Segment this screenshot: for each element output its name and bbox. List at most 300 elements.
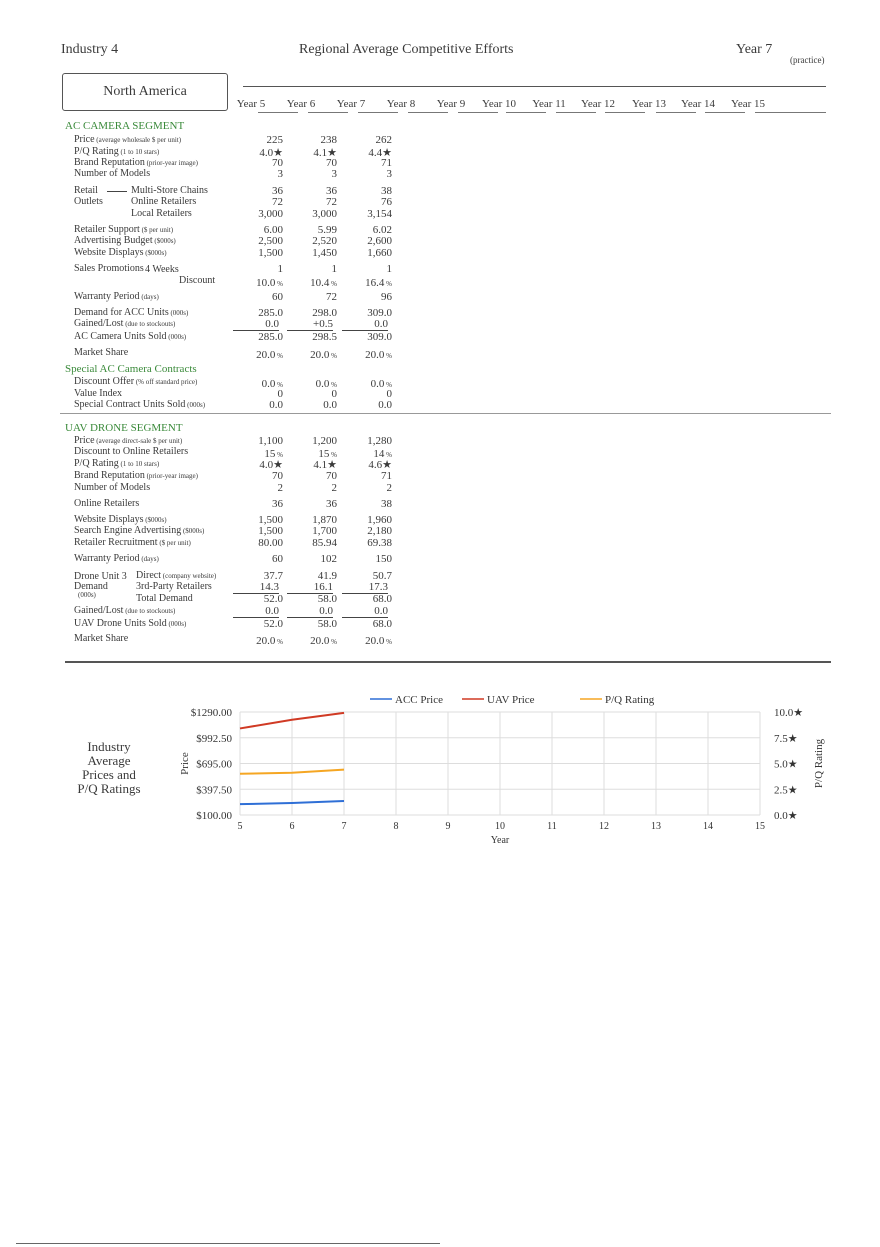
cell-value: 60	[272, 553, 283, 565]
special-row-label	[74, 376, 197, 387]
cell-value: 37.7	[263, 570, 283, 582]
cell-value: 0	[386, 388, 392, 400]
row-label-sub: (due to stockouts)	[123, 607, 176, 615]
cell-value: 4.1★	[313, 147, 337, 159]
year-underline	[408, 112, 448, 113]
cell-value: 0.0	[315, 378, 330, 390]
row-label-text: Price	[74, 134, 95, 145]
cell-value: 70	[272, 470, 283, 482]
cell-value: 4.0★	[259, 147, 283, 159]
uav-value-cell	[233, 525, 283, 537]
cell-value: 17.3	[368, 581, 388, 593]
year-column-header: Year 14	[680, 98, 716, 110]
uav-value-cell	[287, 618, 337, 630]
cell-value: 0	[277, 388, 283, 400]
row-label-text: Sales Promotions	[74, 263, 144, 274]
uav-value-cell	[287, 482, 337, 494]
cell-value: 58.0	[317, 618, 337, 630]
uav-value-cell	[287, 470, 337, 482]
row-label-text: Number of Models	[74, 482, 151, 493]
acc-value-cell	[287, 349, 337, 361]
acc-row-label	[74, 331, 186, 342]
row-label-sub: (1 to 10 stars)	[118, 148, 160, 156]
acc-value-cell	[342, 134, 392, 146]
cell-value: 68.0	[372, 593, 392, 605]
cell-value: 2	[331, 482, 337, 494]
row-label-sub: (prior-year image)	[144, 159, 198, 167]
percent-sign: %	[329, 280, 337, 288]
cell-value: 36	[272, 185, 283, 197]
percent-sign: %	[384, 381, 392, 389]
year-underline	[458, 112, 498, 113]
row-label-sub: (000s)	[166, 333, 187, 341]
percent-sign: %	[384, 352, 392, 360]
retail-outlets-label-2: Outlets	[74, 196, 103, 207]
percent-sign: %	[275, 280, 283, 288]
cell-value: 96	[381, 291, 392, 303]
acc-value-cell	[287, 235, 337, 247]
cell-value: 1	[277, 263, 283, 275]
row-label-sub: (000s)	[166, 620, 187, 628]
cell-value: 4.6★	[368, 459, 392, 471]
cell-value: 50.7	[372, 570, 392, 582]
row-label-sub: (average direct-sale $ per unit)	[94, 437, 183, 445]
cell-value: 10.0	[256, 277, 276, 289]
row-label-sub: (days)	[139, 555, 159, 563]
uav-value-cell	[342, 482, 392, 494]
cell-value: 3	[331, 168, 337, 180]
row-label-sub: ($000s)	[181, 527, 205, 535]
row-label-sub: ($ per unit)	[139, 226, 174, 234]
year-underline	[258, 112, 298, 113]
legend-label: UAV Price	[487, 694, 535, 706]
year-column-header: Year 10	[481, 98, 517, 110]
cell-value: 36	[272, 498, 283, 510]
row-label-text: Website Displays	[74, 514, 144, 525]
uav-row-label	[74, 633, 128, 644]
acc-value-cell	[287, 247, 337, 259]
cell-value: 3,000	[312, 208, 337, 220]
cell-value: 0.0	[323, 399, 337, 411]
row-label-text: Multi-Store Chains	[131, 185, 208, 196]
cell-value: 38	[381, 498, 392, 510]
row-label-text: Gained/Lost	[74, 318, 124, 329]
y-tick-label: $100.00	[196, 810, 232, 822]
uav-row-label	[136, 581, 212, 592]
y2-tick-label: 7.5★	[774, 732, 798, 745]
year-underline	[308, 112, 348, 113]
acc-value-cell	[287, 277, 337, 289]
row-label-text: Discount	[179, 275, 216, 286]
uav-value-cell	[233, 553, 283, 565]
row-label-sub: (% off standard price)	[134, 378, 198, 386]
cell-value: 20.0	[310, 349, 330, 361]
cell-value: 0.0	[269, 399, 283, 411]
percent-sign: %	[275, 352, 283, 360]
cell-value: 1,500	[258, 247, 283, 259]
cell-value: 52.0	[263, 593, 283, 605]
cell-value: 16.4	[365, 277, 385, 289]
special-contracts-title: Special AC Camera Contracts	[65, 363, 197, 375]
cell-value: 225	[266, 134, 283, 146]
cell-value: 1,200	[312, 435, 337, 447]
cell-value: 16.1	[313, 581, 333, 593]
cell-value: 1,870	[312, 514, 337, 526]
row-label-sub: (average wholesale $ per unit)	[94, 136, 182, 144]
uav-row-label	[74, 537, 191, 548]
row-label-text: Search Engine Advertising	[74, 525, 182, 536]
chart-caption	[68, 740, 150, 796]
special-row-label	[74, 388, 122, 399]
uav-row-label	[74, 482, 150, 493]
cell-value: 0.0	[378, 399, 392, 411]
cell-value: 38	[381, 185, 392, 197]
cell-value: 1,450	[312, 247, 337, 259]
cell-value: 262	[375, 134, 392, 146]
row-label-text: Market Share	[74, 347, 129, 358]
special-value-cell	[287, 399, 337, 411]
acc-row-label	[74, 318, 175, 329]
demand-label: Demand	[74, 581, 108, 592]
row-label-sub: ($000s)	[143, 516, 167, 524]
y2-tick-label: 2.5★	[774, 784, 798, 797]
year-underline	[705, 112, 745, 113]
demand-sub: (000s)	[78, 591, 96, 599]
cell-value: 14	[373, 448, 385, 460]
acc-value-cell	[233, 331, 283, 343]
y2-tick-label: 0.0★	[774, 810, 798, 822]
cell-value: 36	[326, 185, 337, 197]
acc-value-cell	[233, 168, 283, 180]
acc-value-cell	[342, 291, 392, 303]
row-label-text: Special Contract Units Sold	[74, 399, 186, 410]
acc-value-cell	[287, 263, 337, 275]
acc-value-cell	[233, 291, 283, 303]
uav-row-label	[74, 446, 188, 457]
acc-value-cell	[233, 235, 283, 247]
year-column-header: Year 6	[286, 98, 316, 110]
uav-value-cell	[233, 498, 283, 510]
special-value-cell	[342, 399, 392, 411]
cell-value: 1,960	[367, 514, 392, 526]
acc-value-cell	[233, 263, 283, 275]
row-label-text: Demand for ACC Units	[74, 307, 169, 318]
acc-value-cell	[342, 235, 392, 247]
row-label-text: Website Displays	[74, 247, 144, 258]
acc-value-cell	[342, 247, 392, 259]
promo-weeks: 4 Weeks	[145, 264, 179, 275]
acc-row-label	[74, 146, 159, 157]
cell-value: 20.0	[365, 349, 385, 361]
year-underline	[786, 112, 826, 113]
y-axis-label: Price	[179, 752, 191, 775]
uav-value-cell	[342, 435, 392, 447]
uav-row-label	[74, 605, 175, 616]
acc-value-cell	[233, 318, 279, 331]
percent-sign: %	[329, 352, 337, 360]
row-label-text: P/Q Rating	[74, 146, 119, 157]
row-label-text: 3rd-Party Retailers	[136, 581, 212, 592]
industry-label: Industry 4	[61, 42, 119, 57]
uav-value-cell	[233, 618, 283, 630]
cell-value: 80.00	[258, 537, 283, 549]
y-tick-label: $1290.00	[190, 707, 232, 719]
cell-value: 0.0	[265, 605, 279, 617]
acc-value-cell	[233, 247, 283, 259]
cell-value: 238	[320, 134, 337, 146]
cell-value: 1,100	[258, 435, 283, 447]
cell-value: 2,500	[258, 235, 283, 247]
cell-value: 20.0	[256, 635, 276, 647]
year-column-header: Year 11	[532, 98, 566, 110]
cell-value: 285.0	[258, 307, 283, 319]
uav-value-cell	[342, 470, 392, 482]
acc-value-cell	[342, 263, 392, 275]
uav-value-cell	[233, 482, 283, 494]
row-label-text: Online Retailers	[131, 196, 197, 207]
year-underline	[358, 112, 398, 113]
caption-line: Prices and	[82, 767, 136, 782]
page-title: Regional Average Competitive Efforts	[299, 42, 514, 57]
y-tick-label: $992.50	[196, 732, 232, 745]
row-label-text: Retailer Recruitment	[74, 537, 158, 548]
caption-line: Average	[87, 753, 131, 768]
uav-value-cell	[287, 498, 337, 510]
uav-value-cell	[342, 618, 392, 630]
row-label-sub: (000s)	[168, 309, 189, 317]
uav-value-cell	[342, 537, 392, 549]
row-label-sub: ($000s)	[152, 237, 176, 245]
row-label-text: Value Index	[74, 388, 123, 399]
cell-value: 20.0	[310, 635, 330, 647]
region-selector[interactable]: North America	[62, 73, 228, 111]
acc-value-cell	[233, 196, 283, 208]
percent-sign: %	[384, 638, 392, 646]
cell-value: 6.00	[263, 224, 283, 236]
x-tick-label: 6	[289, 821, 295, 832]
cell-value: 71	[381, 157, 392, 169]
special-row-label	[74, 399, 205, 410]
cell-value: 0.0	[319, 605, 333, 617]
x-tick-label: 5	[237, 821, 243, 832]
cell-value: 1	[331, 263, 337, 275]
retail-outlets-label: Retail	[74, 185, 98, 196]
cell-value: 2,600	[367, 235, 392, 247]
cell-value: 69.38	[367, 537, 392, 549]
cell-value: 309.0	[367, 331, 392, 343]
practice-note: (practice)	[790, 55, 825, 65]
cell-value: 52.0	[263, 618, 283, 630]
year-underline	[656, 112, 696, 113]
cell-value: 72	[326, 196, 337, 208]
cell-value: 4.4★	[368, 147, 392, 159]
uav-value-cell	[233, 537, 283, 549]
uav-value-cell	[287, 553, 337, 565]
acc-value-cell	[342, 208, 392, 220]
year-column-header: Year 13	[631, 98, 667, 110]
legend-label: ACC Price	[395, 694, 443, 706]
uav-value-cell	[233, 435, 283, 447]
cell-value: 15	[318, 448, 330, 460]
acc-value-cell	[342, 318, 388, 331]
x-tick-label: 8	[393, 821, 399, 832]
uav-row-label	[74, 458, 159, 469]
cell-value: 58.0	[317, 593, 337, 605]
cell-value: 70	[326, 157, 337, 169]
y-tick-label: $397.50	[196, 784, 232, 797]
row-label-sub: (days)	[139, 293, 159, 301]
cell-value: 68.0	[372, 618, 392, 630]
cell-value: 298.0	[312, 307, 337, 319]
year-column-header: Year 12	[580, 98, 616, 110]
row-label-text: Total Demand	[136, 593, 193, 604]
row-label-text: Retailer Support	[74, 224, 140, 235]
row-label-text: UAV Drone Units Sold	[74, 618, 167, 629]
x-tick-label: 14	[703, 821, 713, 832]
cell-value: 0.0	[265, 318, 279, 330]
uav-row-label	[74, 553, 159, 564]
percent-sign: %	[329, 638, 337, 646]
year-underline	[605, 112, 645, 113]
row-label-text: Discount to Online Retailers	[74, 446, 189, 457]
y2-tick-label: 10.0★	[774, 707, 804, 719]
year-underline	[506, 112, 546, 113]
uav-value-cell	[287, 605, 333, 618]
x-tick-label: 15	[755, 821, 765, 832]
row-label-text: Local Retailers	[131, 208, 192, 219]
x-tick-label: 9	[445, 821, 451, 832]
cell-value: 2	[277, 482, 283, 494]
acc-row-label	[74, 247, 167, 258]
cell-value: 3,154	[367, 208, 392, 220]
uav-value-cell	[233, 593, 283, 605]
year-column-header: Year 7	[336, 98, 366, 110]
row-label-text: Market Share	[74, 633, 129, 644]
cell-value: 1,660	[367, 247, 392, 259]
acc-row-label	[74, 168, 150, 179]
uav-value-cell	[342, 635, 392, 647]
acc-value-cell	[287, 196, 337, 208]
cell-value: 70	[272, 157, 283, 169]
acc-row-label	[179, 275, 215, 286]
row-label-sub: ($000s)	[143, 249, 167, 257]
cell-value: 5.99	[317, 224, 337, 236]
cell-value: 1,700	[312, 525, 337, 537]
row-label-sub: (company website)	[161, 572, 217, 580]
cell-value: 0.0	[261, 378, 276, 390]
cell-value: 36	[326, 498, 337, 510]
uav-value-cell	[342, 498, 392, 510]
drone-unit-label: Drone Unit 3	[74, 571, 127, 582]
percent-sign: %	[384, 451, 392, 459]
cell-value: 60	[272, 291, 283, 303]
cell-value: 14.3	[259, 581, 279, 593]
cell-value: 71	[381, 470, 392, 482]
uav-value-cell	[233, 470, 283, 482]
row-label-sub: (1 to 10 stars)	[118, 460, 160, 468]
year-column-header: Year 5	[236, 98, 266, 110]
acc-value-cell	[233, 208, 283, 220]
caption-line: P/Q Ratings	[77, 781, 141, 796]
cell-value: 2,520	[312, 235, 337, 247]
row-label-text: Online Retailers	[74, 498, 140, 509]
cell-value: 102	[320, 553, 337, 565]
cell-value: 72	[272, 196, 283, 208]
acc-row-label	[74, 224, 173, 235]
uav-value-cell	[342, 593, 392, 605]
acc-row-label	[74, 235, 176, 246]
uav-value-cell	[342, 525, 392, 537]
row-label-sub: (prior-year image)	[144, 472, 198, 480]
acc-value-cell	[342, 277, 392, 289]
uav-value-cell	[287, 435, 337, 447]
row-label-text: Price	[74, 435, 95, 446]
cell-value: 6.02	[372, 224, 392, 236]
uav-row-label	[74, 618, 186, 629]
cell-value: 1,280	[367, 435, 392, 447]
cell-value: +0.5	[313, 318, 333, 330]
uav-segment-title: UAV DRONE SEGMENT	[65, 422, 183, 434]
year-label: Year 7	[736, 42, 773, 57]
uav-value-cell	[342, 605, 388, 618]
y2-axis-label: P/Q Rating	[813, 738, 825, 789]
x-axis-label: Year	[490, 835, 510, 846]
row-label-text: P/Q Rating	[74, 458, 119, 469]
acc-value-cell	[287, 168, 337, 180]
cell-value: 0.0	[370, 378, 385, 390]
row-label-sub: (000s)	[185, 401, 206, 409]
acc-value-cell	[287, 331, 337, 343]
x-tick-label: 12	[599, 821, 609, 832]
cell-value: 0	[331, 388, 337, 400]
acc-row-label	[74, 263, 144, 274]
special-value-cell	[233, 399, 283, 411]
row-label-text: Warranty Period	[74, 291, 140, 302]
cell-value: 3	[386, 168, 392, 180]
cell-value: 150	[375, 553, 392, 565]
price-pq-chart	[170, 688, 840, 853]
uav-row-label	[74, 435, 182, 446]
uav-value-cell	[287, 635, 337, 647]
cell-value: 72	[326, 291, 337, 303]
acc-row-label	[131, 185, 208, 196]
uav-row-label	[74, 514, 167, 525]
cell-value: 3,000	[258, 208, 283, 220]
row-label-text: Brand Reputation	[74, 470, 145, 481]
row-label-text: Discount Offer	[74, 376, 135, 387]
year-column-header: Year 8	[386, 98, 416, 110]
y2-tick-label: 5.0★	[774, 758, 798, 771]
acc-row-label	[74, 347, 128, 358]
x-tick-label: 10	[495, 821, 505, 832]
row-label-text: Brand Reputation	[74, 157, 145, 168]
cell-value: 298.5	[312, 331, 337, 343]
row-label-text: Number of Models	[74, 168, 151, 179]
x-tick-label: 7	[341, 821, 347, 832]
cell-value: 309.0	[367, 307, 392, 319]
year-column-header: Year 9	[436, 98, 466, 110]
cell-value: 15	[264, 448, 276, 460]
uav-value-cell	[287, 525, 337, 537]
acc-value-cell	[287, 208, 337, 220]
cell-value: 10.4	[310, 277, 330, 289]
percent-sign: %	[275, 638, 283, 646]
acc-value-cell	[342, 196, 392, 208]
x-tick-label: 13	[651, 821, 661, 832]
acc-value-cell	[233, 277, 283, 289]
acc-row-label	[131, 196, 196, 207]
acc-row-label	[74, 134, 181, 145]
